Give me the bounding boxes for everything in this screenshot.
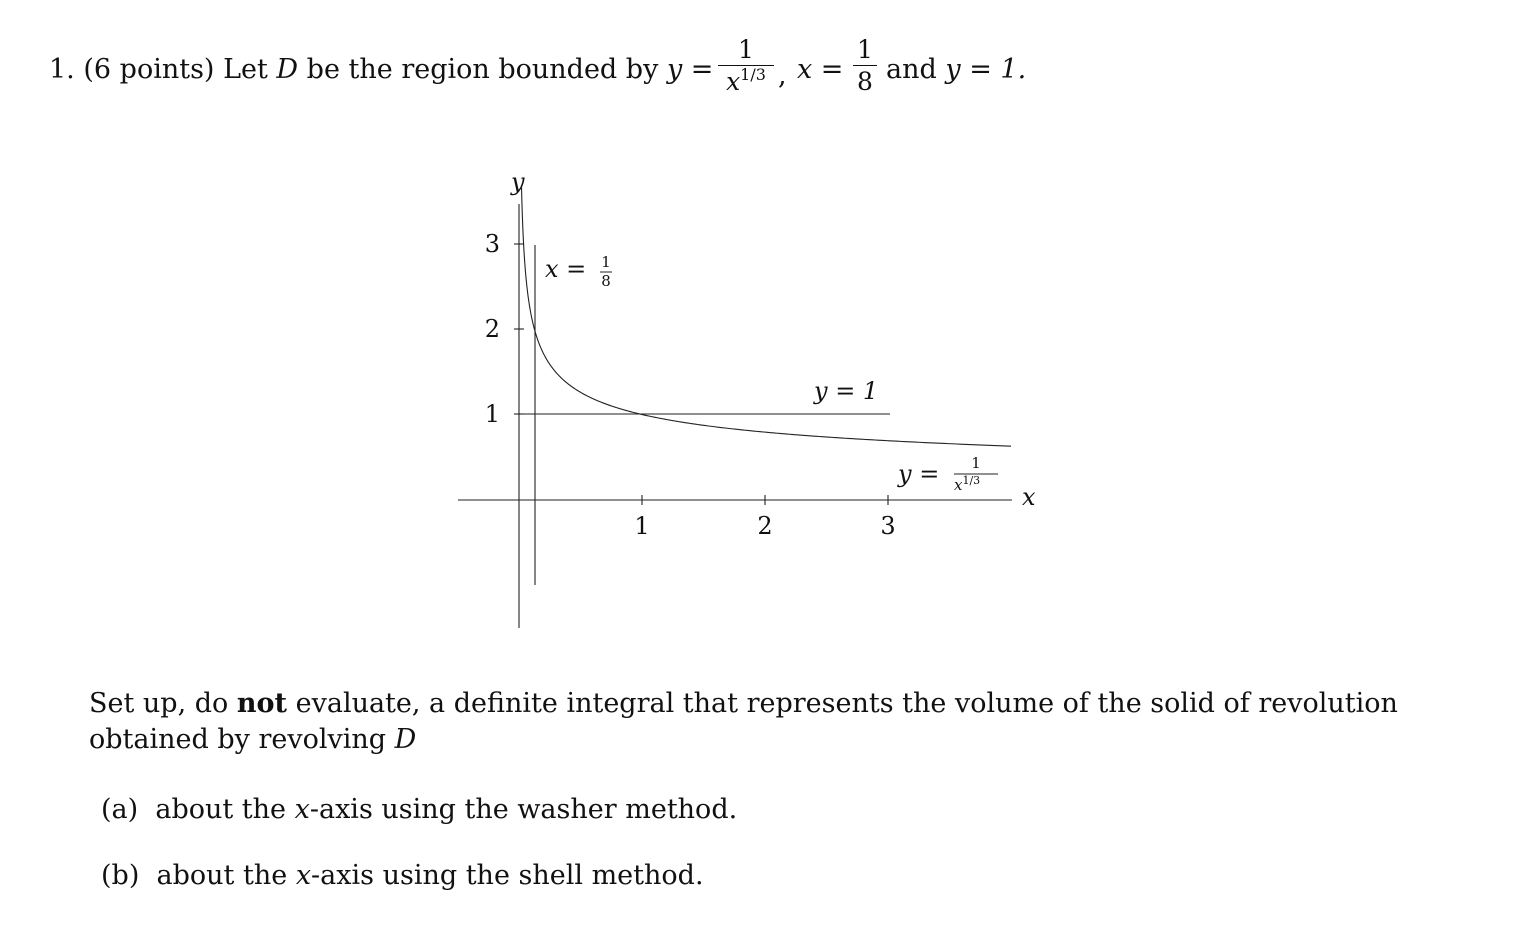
eq2-lhs: x =	[797, 54, 844, 85]
and-text: and	[886, 54, 937, 85]
eq2-denominator: 8	[857, 67, 873, 96]
x-tick-label-2: 2	[757, 512, 773, 540]
region-var: D	[276, 54, 299, 85]
problem-points: (6 points)	[83, 54, 215, 85]
question-region-var: D	[394, 724, 417, 755]
y-tick-label-3: 3	[484, 230, 500, 258]
problem-bounded-text: be the region bounded by	[306, 54, 659, 85]
label-x-line-den: 8	[601, 272, 611, 290]
y-axis-label: y	[511, 168, 525, 196]
part-a-post: -axis using the washer method.	[309, 794, 738, 825]
part-a	[101, 796, 737, 823]
part-b-label: (b)	[101, 860, 140, 891]
curve-y-inverse-cuberoot	[521, 185, 1011, 446]
part-a-pre: about the	[155, 794, 287, 825]
eq1-lhs: y =	[666, 54, 714, 85]
eq3: y = 1.	[945, 54, 1027, 85]
eq2-numerator: 1	[857, 35, 873, 64]
part-a-var: x	[294, 794, 310, 825]
x-tick-label-1: 1	[634, 512, 650, 540]
part-b-pre: about the	[156, 860, 288, 891]
part-a-label: (a)	[101, 794, 139, 825]
label-y-line: y = 1	[814, 377, 879, 405]
question-lead: Set up, do	[89, 688, 229, 719]
y-tick-label-2: 2	[484, 315, 500, 343]
eq1-denominator-exp: 1/3	[740, 65, 766, 84]
label-curve-den: $x^{1/3}$	[954, 474, 981, 494]
part-b	[101, 862, 704, 889]
problem-intro: Let	[223, 54, 268, 85]
eq1-denominator-base: x	[726, 67, 741, 96]
eq1-comma: ,	[778, 60, 787, 91]
label-x-line-lhs: x =	[545, 255, 587, 283]
question-emphasis: not	[236, 688, 288, 719]
question-rest: evaluate, a definite integral that represents the volume of the solid of revolution obtained by revolving	[89, 688, 1398, 755]
part-b-post: -axis using the shell method.	[311, 860, 704, 891]
question-paragraph	[89, 686, 1449, 758]
label-curve-lhs: y =	[898, 460, 940, 488]
label-curve-num: 1	[971, 454, 981, 472]
y-tick-label-1: 1	[484, 400, 500, 428]
label-x-line-num: 1	[601, 253, 611, 271]
problem-number: 1.	[49, 54, 75, 85]
x-tick-label-3: 3	[880, 512, 896, 540]
eq1-numerator: 1	[738, 35, 754, 64]
x-axis-label: x	[1022, 483, 1036, 511]
part-b-var: x	[295, 860, 312, 891]
